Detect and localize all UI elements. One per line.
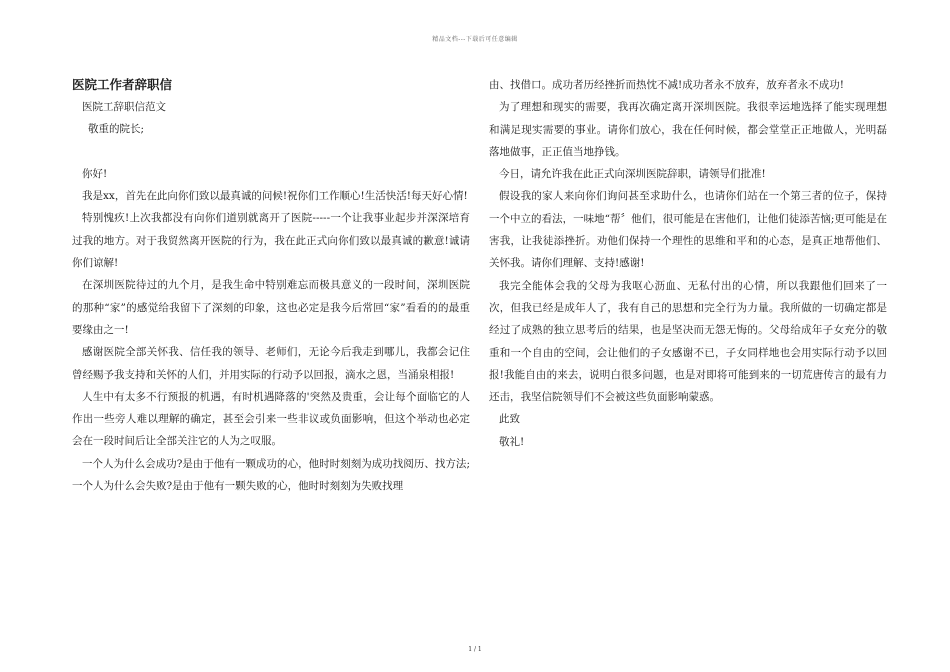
body-paragraph: 特别愧疚!上次我都没有向你们道别就离开了医院-----一个让我事业起步并深深培育过我的地方。对于我贸然离开医院的行为，我在此正式向你们致以最真诚的歉意!诚请你们谅解! (72, 212, 470, 270)
body-paragraph: 我是xx，首先在此向你们致以最真诚的问候!祝你们工作顺心!生活快活!每天好心情! (82, 190, 468, 203)
body-paragraph: 为了理想和现实的需要，我再次确定离开深圳医院。我很幸运地选择了能实现理想和满足现实需要的事业。请你们放心，我在任何时候，都会堂堂正正地做人，光明磊落地做事，正正值当地挣钱。 (489, 101, 887, 158)
right-column (489, 74, 887, 453)
greeting: 你好! (82, 167, 108, 180)
page-number: 1 / 1 (468, 646, 482, 653)
body-paragraph: 在深圳医院待过的九个月，是我生命中特别难忘而极具意义的一段时间，深圳医院的那种“家”的感觉给我留下了深刻的印象，这也必定是我今后常回“家”看看的的最重要缘由之一! (72, 279, 470, 336)
body-paragraph-continued: 由、找借口。成功者历经挫折而热忱不减!成功者永不放弃，放弃者永不成功! (489, 79, 844, 91)
document-title: 医院工作者辞职信 (72, 77, 173, 92)
document-subtitle: 医院工辞职信范文 (82, 101, 166, 113)
body-paragraph: 今日，请允许我在此正式向深圳医院辞职，请领导们批准! (499, 168, 766, 181)
body-paragraph: 一个人为什么会成功?是由于他有一颗成功的心，他时时刻刻为成功找阅历、找方法;一个人为什么会失败?是由于他有一颗失败的心，他时时刻刻为失败找理 (72, 457, 470, 493)
body-paragraph: 人生中有太多不行预报的机遇，有时机遇降落的'突然及贵重，会让每个面临它的人作出一些旁人难以理解的确定，甚至会引来一些非议或负面影响，但这个举动也必定会在一段时间后让全部关注它的人为之叹服。 (72, 390, 470, 448)
body-paragraph: 假设我的家人来向你们询问甚至求助什么，也请你们站在一个第三者的位子，保持一个中立的看法，一味地“帮〞他们，很可能是在害他们，让他们徒添苦恼;更可能是在害我，让我徒添挫折。劝他们保持一个理性的思维和平和的心态，是真正地帮他们、关怀我。请你们理解、支持!感谢! (489, 190, 887, 270)
closing-line: 此致 (499, 413, 520, 426)
salutation: 敬重的院长; (88, 123, 145, 136)
blank-line (72, 141, 470, 163)
document-header-note: 精品文档---下载后可任意编辑 (432, 36, 518, 43)
body-paragraph: 我完全能体会我的父母为我呕心沥血、无私付出的心情，所以我跟他们回来了一次，但我已经是成年人了，我有自己的思想和完全行为力量。我所做的一切确定都是经过了成熟的独立思考后的结果，也是坚决而无怨无悔的。父母给成年子女充分的敬重和一个自由的空间，会让他们的子女感谢不已，子女同样地也会用实际行动予以回报!我能自由的来去，说明白很多问题，也是对即将可能到来的一切荒唐传言的最有力还击，我坚信院领导们不会被这些负面影响蒙惑。 (489, 279, 887, 404)
closing-signoff: 敬礼! (499, 435, 525, 448)
body-paragraph: 感谢医院全部关怀我、信任我的领导、老师们，无论今后我走到哪儿，我都会记住曾经赐予我支持和关怀的人们，并用实际的行动予以回报，滴水之恩，当涌泉相报! (72, 346, 470, 381)
left-column (72, 74, 470, 497)
